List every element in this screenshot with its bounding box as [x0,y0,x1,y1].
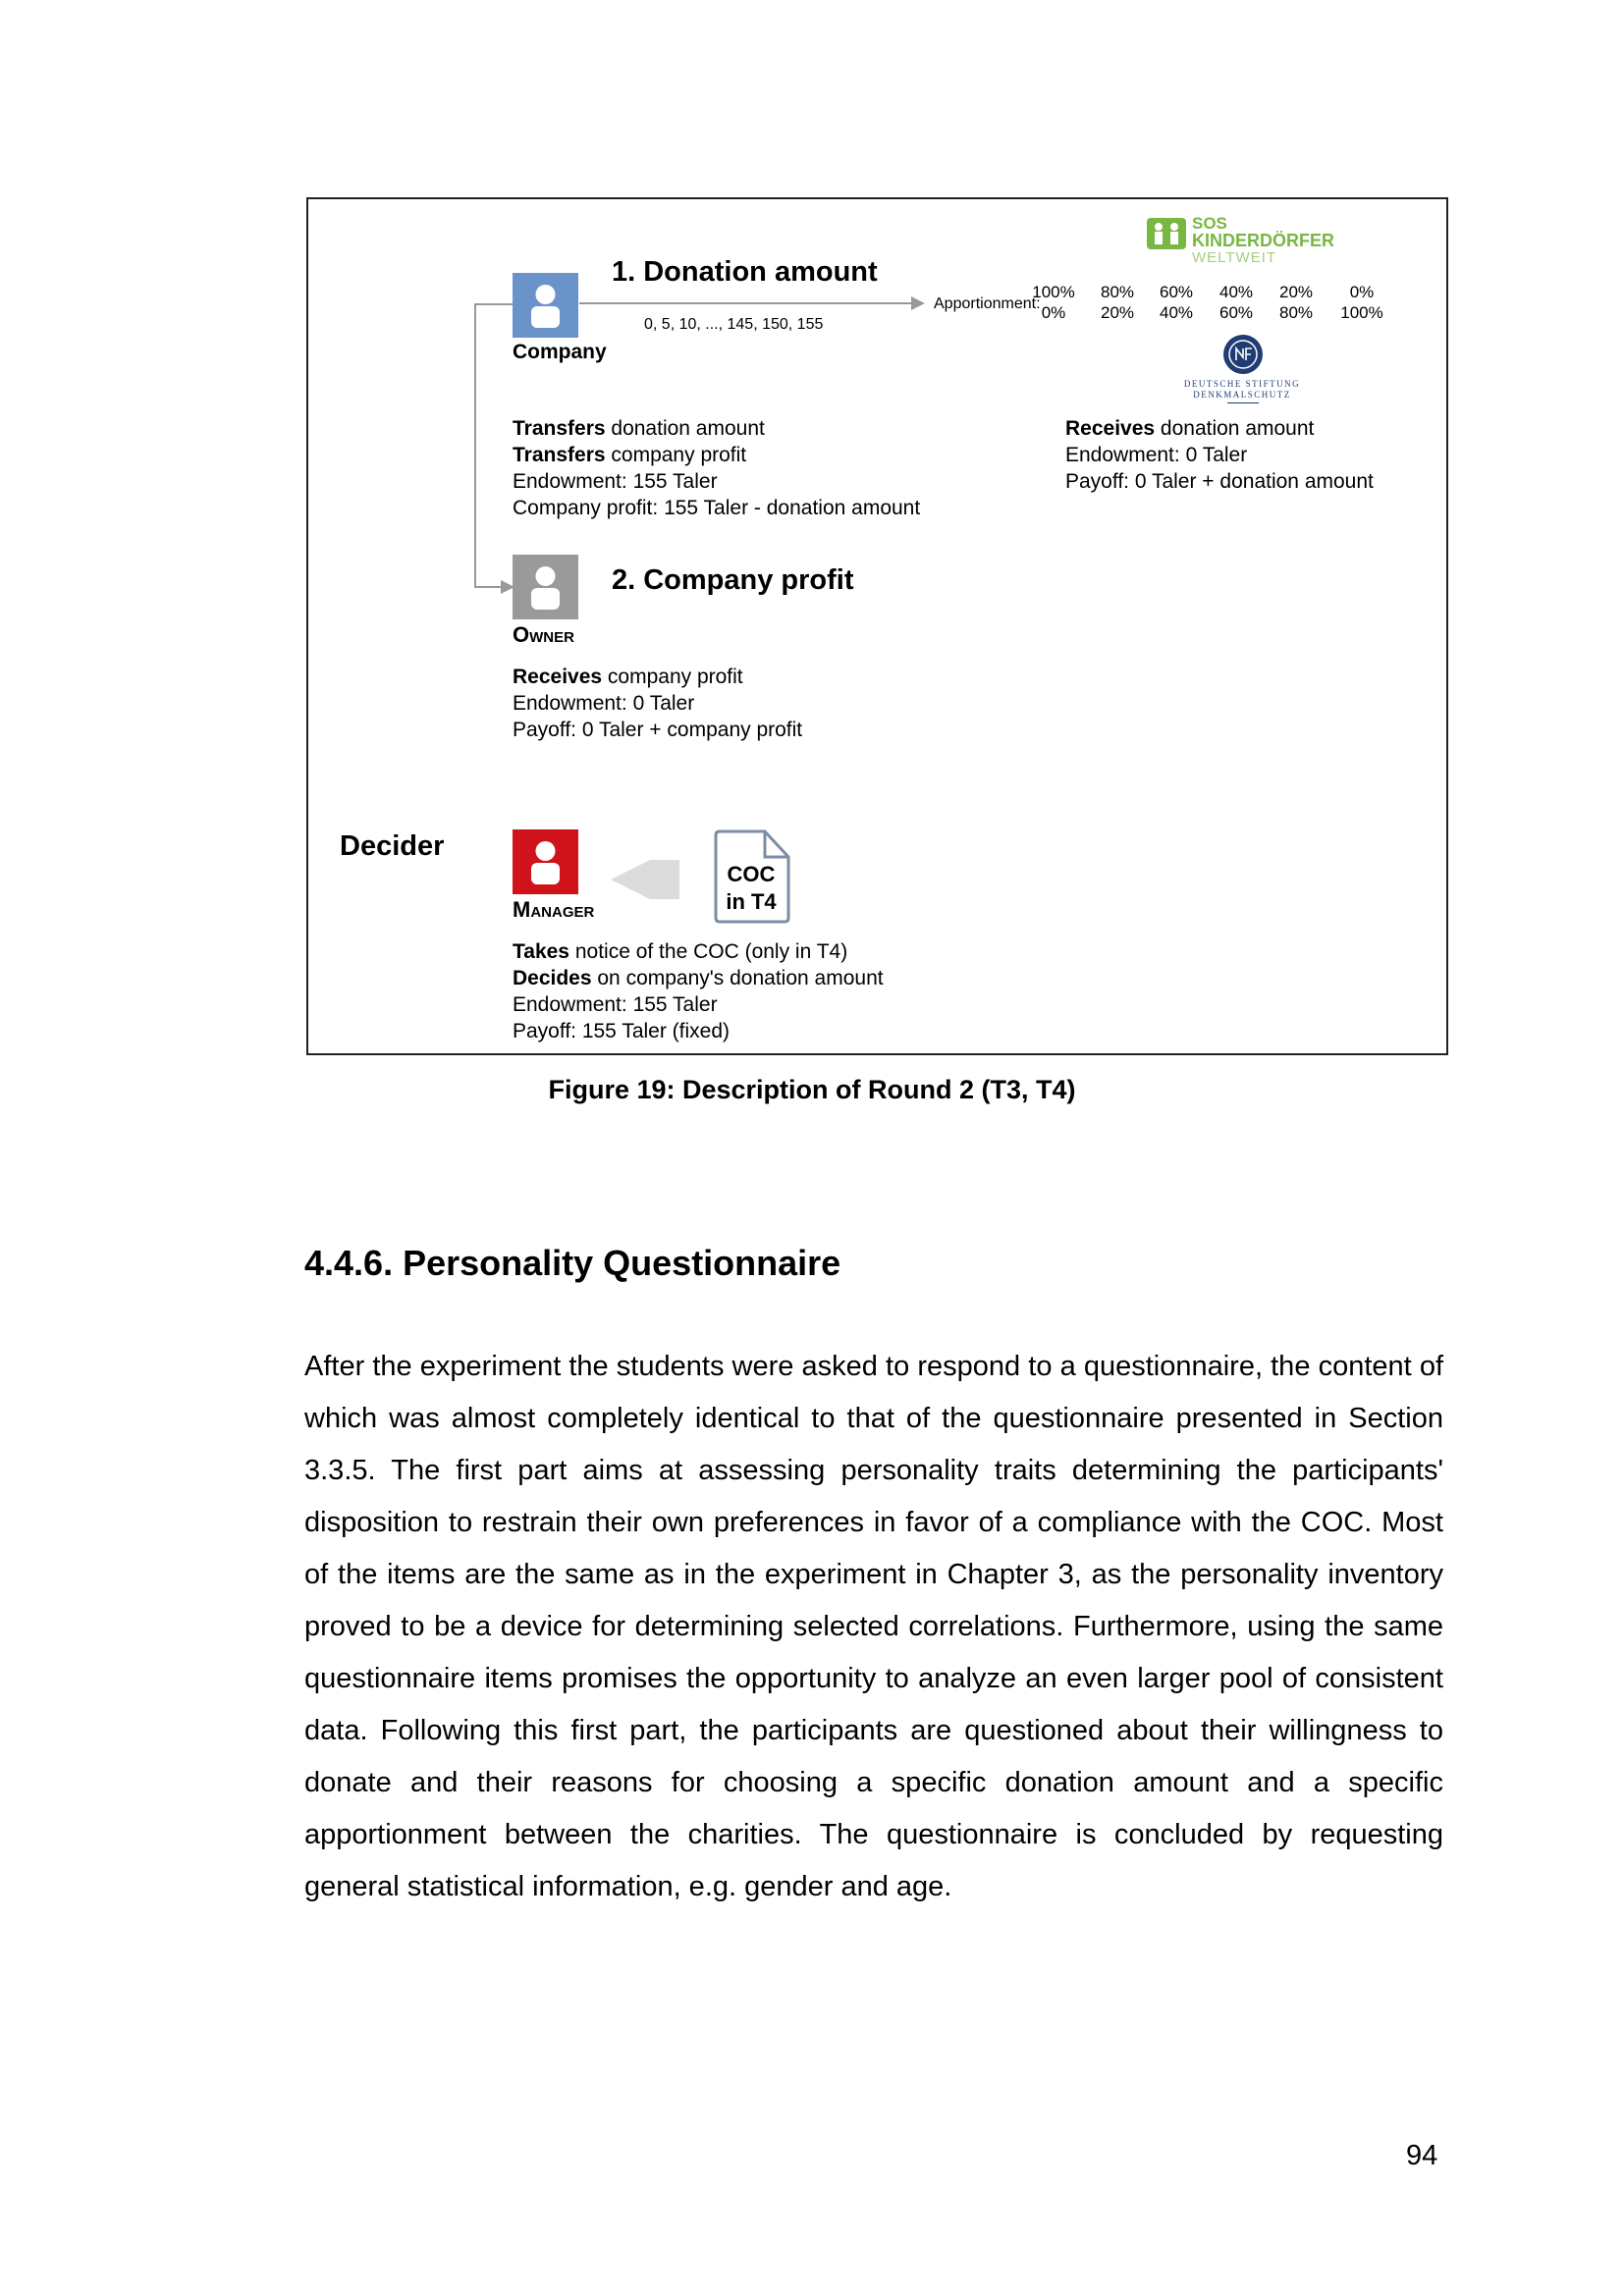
decider-label: Decider [340,830,445,862]
apportionment-label: Apportionment: [934,295,1041,312]
description-line [513,415,920,442]
apportionment-column [1202,282,1271,323]
dsd-line1: DEUTSCHE STIFTUNG [1183,379,1301,389]
sos-kinderdoerfer-logo [1147,214,1353,269]
apportionment-bottom-value: 100% [1340,303,1383,322]
owner-label: Owner [513,622,574,647]
sos-children-icon [1147,218,1188,251]
coc-line1: COC [727,862,776,886]
apportionment-bottom-value: 0% [1041,303,1066,322]
description-text: Payoff: 155 Taler (fixed) [513,1020,731,1042]
apportionment-top-value: 20% [1278,283,1314,301]
section-heading: 4.4.6. Personality Questionnaire [304,1243,841,1283]
apportionment-top-value: 80% [1100,283,1135,301]
description-text: Payoff: 0 Taler + company profit [513,719,803,741]
owner-person-icon [513,555,578,619]
description-line [1065,442,1374,468]
description-line [513,938,884,965]
apportionment-top-value: 60% [1159,283,1194,301]
sos-line1: SOS [1192,214,1227,233]
donation-values: 0, 5, 10, ..., 145, 150, 155 [644,316,824,333]
description-line [513,468,920,495]
step2-title: 2. Company profit [612,564,854,596]
dsd-logo [1178,334,1306,406]
charity-description [1065,415,1374,495]
manager-description [513,938,884,1044]
company-person-icon [513,273,578,338]
body-paragraph: After the experiment the students were asked to respond to a questionnaire, the content of which was almost completely identical to that of the questionnaire presented in Section 3.3.5. The first part aims at assessing personality traits determining the participants' disposition to restrain their own preferences in favor of a compliance with the COC. Most of the items are the same as in the experiment in Chapter 3, as the personality inventory proved to be a device for determining selected correlations. Furthermore, using the same questionnaire items promises the opportunity to analyze an even larger pool of consistent data. Following this first part, the participants are questioned about their willingness to donate and their reasons for choosing a specific donation amount and a specific apportionment between the charities. The questionnaire is concluded by requesting general statistical information, e.g. gender and age. [304,1351,1443,1902]
sos-line2: KINDERDÖRFER [1192,231,1335,250]
dsd-rule [1227,402,1259,403]
apportionment-column [1262,282,1330,323]
description-text: Endowment: 155 Taler [513,470,718,493]
apportionment-column [1019,282,1088,323]
description-text: Company profit: 155 Taler - donation amount [513,497,921,519]
description-line [513,690,802,717]
description-text: on company's donation amount [591,967,884,989]
description-verb: Receives [1065,417,1156,440]
description-text: donation amount [1155,417,1315,440]
coc-line2: in T4 [726,889,777,914]
description-line [513,495,920,521]
dsd-emblem-icon [1222,334,1264,375]
apportionment-top-value: 100% [1032,283,1075,301]
description-text: Endowment: 155 Taler [513,993,718,1016]
description-text: Endowment: 0 Taler [1065,444,1248,466]
apportionment-bottom-value: 20% [1100,303,1135,322]
description-verb: Transfers [513,444,606,466]
apportionment-top-value: 40% [1218,283,1254,301]
apportionment-bottom-value: 60% [1218,303,1254,322]
manager-person-icon [513,829,578,894]
page-number: 94 [1406,2140,1438,2171]
owner-description [513,664,802,743]
coc-document [712,829,790,924]
description-line [513,664,802,690]
donation-arrowhead [911,296,925,310]
profit-connector-line [475,304,513,587]
description-text: company profit [605,444,747,466]
manager-label: Manager [513,897,595,922]
description-line [1065,415,1374,442]
description-text: Endowment: 0 Taler [513,692,695,715]
apportionment-bottom-value: 40% [1159,303,1194,322]
dsd-line2: DENKMALSCHUTZ [1193,390,1291,400]
apportionment-column [1327,282,1396,323]
coc-to-manager-arrow [611,860,679,899]
description-line [513,717,802,743]
description-line [513,965,884,991]
description-text: company profit [602,666,743,688]
description-verb: Receives [513,666,603,688]
description-line [513,1018,884,1044]
description-verb: Takes [513,940,569,963]
description-verb: Transfers [513,417,606,440]
sos-line3: WELTWEIT [1192,249,1277,266]
description-text: Payoff: 0 Taler + donation amount [1065,470,1374,493]
step1-title: 1. Donation amount [612,256,878,288]
apportionment-column [1142,282,1211,323]
description-line [513,991,884,1018]
description-text: notice of the COC (only in T4) [569,940,848,963]
description-line [513,442,920,468]
figure-caption: Figure 19: Description of Round 2 (T3, T4) [548,1075,1076,1104]
description-line [1065,468,1374,495]
apportionment-top-value: 0% [1349,283,1375,301]
description-verb: Decides [513,967,592,989]
company-label: Company [513,341,607,363]
company-description [513,415,920,521]
description-text: donation amount [605,417,765,440]
apportionment-bottom-value: 80% [1278,303,1314,322]
